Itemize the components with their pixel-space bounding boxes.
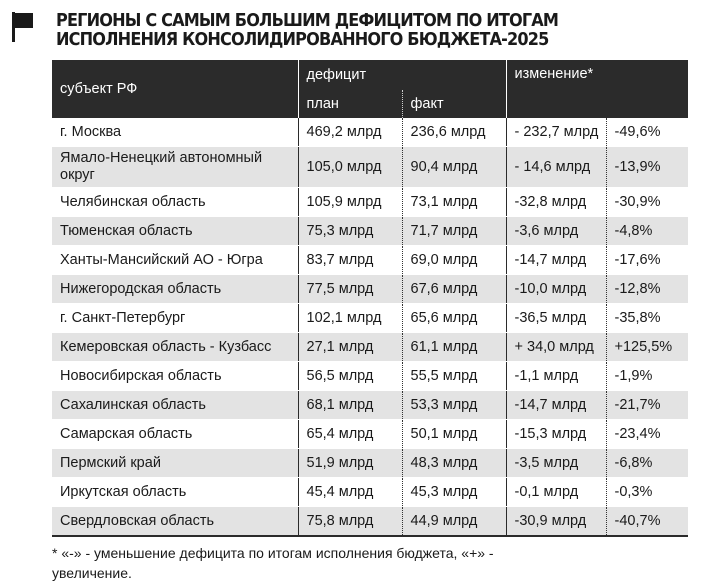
cell-fact: 55,5 млрд — [402, 362, 506, 391]
cell-change-pct: -6,8% — [606, 449, 688, 478]
table-row — [52, 333, 688, 362]
table-row — [52, 304, 688, 333]
cell-fact: 69,0 млрд — [402, 246, 506, 275]
cell-plan: 75,3 млрд — [298, 217, 402, 246]
cell-plan: 68,1 млрд — [298, 391, 402, 420]
cell-subject: Кемеровская область - Кузбасс — [52, 333, 298, 362]
cell-change-pct: -12,8% — [606, 275, 688, 304]
cell-change-abs: + 34,0 млрд — [506, 333, 606, 362]
cell-change-pct: -40,7% — [606, 507, 688, 537]
table-row — [52, 420, 688, 449]
cell-subject: Новосибирская область — [52, 362, 298, 391]
cell-change-pct: +125,5% — [606, 333, 688, 362]
cell-fact: 71,7 млрд — [402, 217, 506, 246]
cell-subject: Ямало-Ненецкий автономный округ — [52, 147, 298, 188]
cell-change-abs: -14,7 млрд — [506, 391, 606, 420]
cell-change-abs: -15,3 млрд — [506, 420, 606, 449]
cell-change-abs: - 14,6 млрд — [506, 147, 606, 188]
table-row — [52, 118, 688, 147]
cell-change-abs: -14,7 млрд — [506, 246, 606, 275]
cell-change-pct: -4,8% — [606, 217, 688, 246]
table-row — [52, 362, 688, 391]
cell-change-pct: -35,8% — [606, 304, 688, 333]
cell-plan: 27,1 млрд — [298, 333, 402, 362]
title-line-1: РЕГИОНЫ С САМЫМ БОЛЬШИМ ДЕФИЦИТОМ ПО ИТОГАМ — [56, 11, 559, 31]
cell-subject: Нижегородская область — [52, 275, 298, 304]
header-plan: план — [298, 90, 402, 118]
cell-change-pct: -13,9% — [606, 147, 688, 188]
cell-change-abs: - 232,7 млрд — [506, 118, 606, 147]
cell-fact: 65,6 млрд — [402, 304, 506, 333]
cell-fact: 73,1 млрд — [402, 188, 506, 217]
cell-change-abs: -1,1 млрд — [506, 362, 606, 391]
cell-plan: 65,4 млрд — [298, 420, 402, 449]
cell-change-abs: -0,1 млрд — [506, 478, 606, 507]
cell-change-pct: -21,7% — [606, 391, 688, 420]
cell-plan: 77,5 млрд — [298, 275, 402, 304]
footnote: * «-» - уменьшение дефицита по итогам исполнения бюджета, «+» - увеличение. — [52, 545, 494, 581]
table-row — [52, 188, 688, 217]
cell-plan: 51,9 млрд — [298, 449, 402, 478]
cell-plan: 83,7 млрд — [298, 246, 402, 275]
title-line-2: ИСПОЛНЕНИЯ КОНСОЛИДИРОВАННОГО БЮДЖЕТА-2025 — [56, 30, 549, 50]
cell-fact: 90,4 млрд — [402, 147, 506, 188]
cell-change-pct: -1,9% — [606, 362, 688, 391]
cell-change-pct: -23,4% — [606, 420, 688, 449]
cell-change-abs: -30,9 млрд — [506, 507, 606, 537]
cell-fact: 50,1 млрд — [402, 420, 506, 449]
table-header — [52, 60, 688, 118]
cell-fact: 61,1 млрд — [402, 333, 506, 362]
cell-subject: Свердловская область — [52, 507, 298, 537]
cell-change-pct: -17,6% — [606, 246, 688, 275]
cell-plan: 105,0 млрд — [298, 147, 402, 188]
cell-fact: 236,6 млрд — [402, 118, 506, 147]
cell-change-pct: -49,6% — [606, 118, 688, 147]
table-row — [52, 147, 688, 188]
table-row — [52, 391, 688, 420]
table-row — [52, 449, 688, 478]
table-row — [52, 275, 688, 304]
cell-fact: 67,6 млрд — [402, 275, 506, 304]
cell-change-abs: -3,6 млрд — [506, 217, 606, 246]
table-row — [52, 478, 688, 507]
cell-change-pct: -30,9% — [606, 188, 688, 217]
deficit-table — [52, 60, 688, 537]
cell-change-abs: -36,5 млрд — [506, 304, 606, 333]
cell-fact: 45,3 млрд — [402, 478, 506, 507]
table-body — [52, 118, 688, 536]
cell-plan: 469,2 млрд — [298, 118, 402, 147]
cell-change-pct: -0,3% — [606, 478, 688, 507]
table-row — [52, 217, 688, 246]
cell-change-abs: -10,0 млрд — [506, 275, 606, 304]
cell-subject: Тюменская область — [52, 217, 298, 246]
cell-subject: г. Москва — [52, 118, 298, 147]
header-change: изменение* — [506, 60, 688, 118]
cell-plan: 56,5 млрд — [298, 362, 402, 391]
flag-icon — [12, 12, 34, 42]
cell-subject: Самарская область — [52, 420, 298, 449]
cell-fact: 44,9 млрд — [402, 507, 506, 537]
cell-plan: 102,1 млрд — [298, 304, 402, 333]
table-row — [52, 507, 688, 537]
cell-plan: 75,8 млрд — [298, 507, 402, 537]
cell-subject: Ханты-Мансийский АО - Югра — [52, 246, 298, 275]
cell-subject: Иркутская область — [52, 478, 298, 507]
header-fact: факт — [402, 90, 506, 118]
cell-change-abs: -32,8 млрд — [506, 188, 606, 217]
cell-subject: Челябинская область — [52, 188, 298, 217]
header-subject: субъект РФ — [52, 60, 298, 118]
page-title — [56, 12, 626, 50]
header-deficit: дефицит — [298, 60, 506, 90]
cell-fact: 53,3 млрд — [402, 391, 506, 420]
cell-plan: 45,4 млрд — [298, 478, 402, 507]
cell-subject: Пермский край — [52, 449, 298, 478]
cell-subject: г. Санкт-Петербург — [52, 304, 298, 333]
cell-change-abs: -3,5 млрд — [506, 449, 606, 478]
cell-plan: 105,9 млрд — [298, 188, 402, 217]
cell-subject: Сахалинская область — [52, 391, 298, 420]
table-row — [52, 246, 688, 275]
cell-fact: 48,3 млрд — [402, 449, 506, 478]
